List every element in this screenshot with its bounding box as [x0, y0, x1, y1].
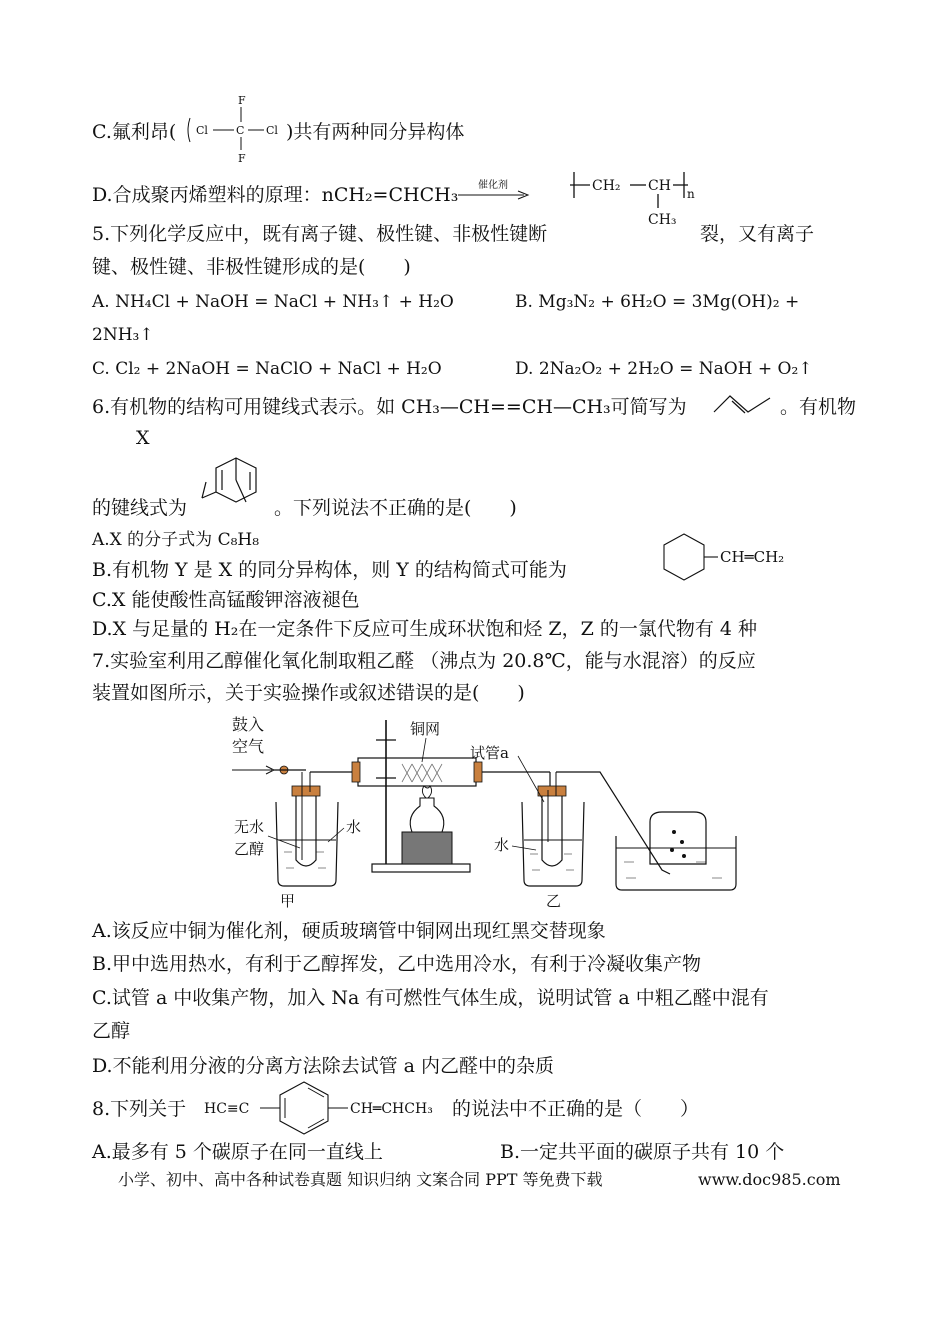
q6-stem-1: 6.有机物的结构可用键线式表示。如 CH₃—CH==CH—CH₃可简写为	[92, 396, 687, 418]
air-label-2: 空气	[232, 737, 265, 756]
copper-mesh-label: 铜网	[410, 720, 441, 738]
q7-option-a: A.该反应中铜为催化剂，硬质玻璃管中铜网出现红黑交替现象	[92, 920, 606, 942]
q5-option-b: B. Mg₃N₂ + 6H₂O = 3Mg(OH)₂ +	[515, 292, 800, 312]
q6-stem-2: 。有机物	[780, 396, 857, 418]
q5-option-d: D. 2Na₂O₂ + 2H₂O = NaOH + O₂↑	[515, 359, 813, 379]
q5-option-a: A. NH₄Cl + NaOH = NaCl + NH₃↑ + H₂O	[92, 292, 454, 312]
apparatus-diagram	[226, 712, 736, 912]
styrene-chain: CH═CH₂	[720, 548, 785, 566]
styrene-structure	[660, 532, 810, 586]
freon-structure	[186, 92, 296, 168]
q7-stem-1: 7.实验室利用乙醇催化氧化制取粗乙醛 （沸点为 20.8℃，能与水混溶）的反应	[92, 650, 756, 672]
tube-a-label: 试管a	[470, 744, 509, 762]
label-jia: 甲	[280, 892, 296, 910]
q7-stem-2: 装置如图所示，关于实验操作或叙述错误的是( )	[92, 682, 525, 704]
q7-option-b: B.甲中选用热水，有利于乙醇挥发，乙中选用冷水，有利于冷凝收集产物	[92, 953, 702, 975]
q4-option-c-pre: C.氟利昂(	[92, 121, 177, 143]
q8-stem-2: 的说法中不正确的是（ ）	[452, 1098, 700, 1120]
butene-skeletal	[712, 392, 774, 418]
q8-mol-right: CH═CHCH₃	[350, 1101, 433, 1117]
q8-option-a: A.最多有 5 个碳原子在同一直线上	[92, 1141, 383, 1163]
catalyst-arrow	[458, 178, 530, 204]
q6-option-d: D.X 与足量的 H₂在一定条件下反应可生成环状饱和烃 Z，Z 的一氯代物有 4 种	[92, 618, 758, 640]
catalyst-label: 催化剂	[478, 180, 508, 191]
freon-c: C	[236, 124, 245, 137]
poly-ch: CH	[648, 178, 671, 194]
freon-cl-right: Cl	[266, 124, 278, 137]
polypropylene-structure	[570, 164, 700, 230]
q6-x-label: X	[136, 427, 150, 449]
q5-option-c: C. Cl₂ + 2NaOH = NaClO + NaCl + H₂O	[92, 359, 442, 379]
q4-option-d: D.合成聚丙烯塑料的原理：nCH₂=CHCH₃	[92, 184, 459, 206]
q6-option-b: B.有机物 Y 是 X 的同分异构体，则 Y 的结构简式可能为	[92, 559, 567, 581]
compound-x-structure	[198, 452, 270, 514]
q5-stem-3: 键、极性键、非极性键形成的是( )	[92, 256, 411, 278]
label-yi: 乙	[546, 892, 562, 910]
q8-option-b: B.一定共平面的碳原子共有 10 个	[500, 1141, 785, 1163]
q5-stem-2: 裂，又有离子	[700, 223, 815, 245]
q8-stem-1: 8.下列关于	[92, 1098, 187, 1120]
freon-cl-left: Cl	[196, 124, 208, 137]
q8-mol-left: HC≡C	[204, 1101, 250, 1117]
q6-option-c: C.X 能使酸性高锰酸钾溶液褪色	[92, 589, 360, 611]
freon-f-top: F	[238, 94, 246, 107]
q6-stem-4: 。下列说法不正确的是( )	[274, 497, 517, 519]
footer-promo: 小学、初中、高中各种试卷真题 知识归纳 文案合同 PPT 等免费下载	[118, 1170, 603, 1189]
q8-molecule-structure	[204, 1078, 450, 1138]
q4-option-c-post: )共有两种同分异构体	[286, 121, 465, 143]
water-right-label: 水	[494, 836, 510, 854]
footer-url[interactable]: www.doc985.com	[698, 1170, 841, 1189]
q6-stem-3: 的键线式为	[92, 497, 188, 519]
anhydrous-label-1: 无水	[234, 818, 265, 836]
poly-n: n	[687, 187, 695, 201]
air-label-1: 鼓入	[232, 715, 265, 734]
q7-option-c: C.试管 a 中收集产物，加入 Na 有可燃性气体生成，说明试管 a 中粗乙醛中混有	[92, 987, 769, 1009]
poly-ch3: CH₃	[648, 212, 677, 228]
anhydrous-label-2: 乙醇	[234, 840, 265, 858]
poly-ch2: CH₂	[592, 178, 621, 194]
freon-f-bottom: F	[238, 152, 246, 165]
q7-option-c-cont: 乙醇	[92, 1020, 131, 1042]
q6-option-a: A.X 的分子式为 C₈H₈	[92, 530, 260, 550]
q5-option-b-cont: 2NH₃↑	[92, 325, 154, 345]
q7-option-d: D.不能利用分液的分离方法除去试管 a 内乙醛中的杂质	[92, 1055, 555, 1077]
water-left-label: 水	[346, 818, 362, 836]
q5-stem-1: 5.下列化学反应中，既有离子键、极性键、非极性键断	[92, 223, 548, 245]
